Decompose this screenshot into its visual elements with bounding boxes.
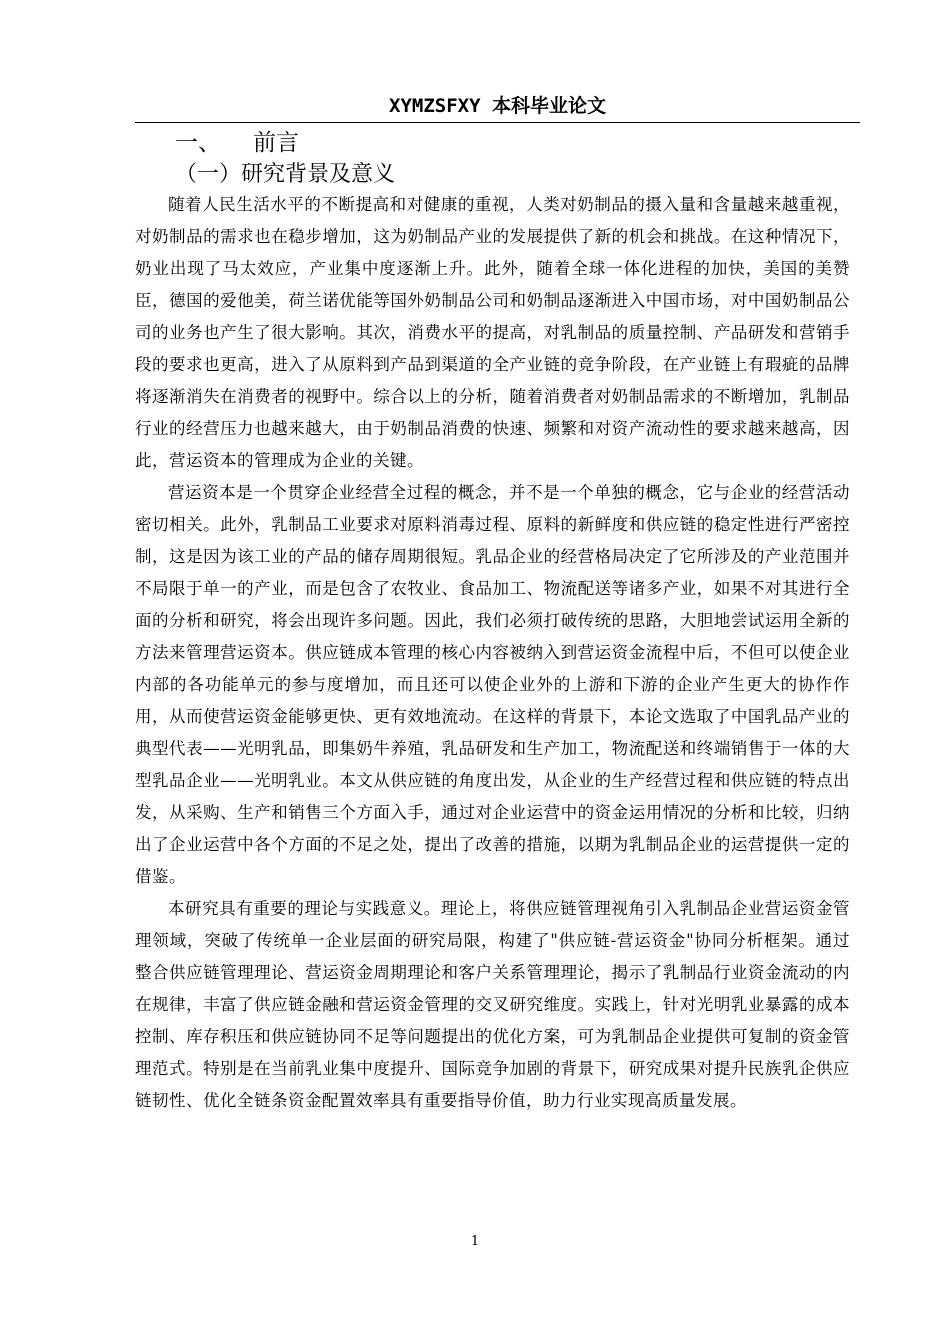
subsection-heading: （一）研究背景及意义	[175, 162, 396, 187]
paragraph-2: 营运资本是一个贯穿企业经营全过程的概念，并不是一个单独的概念，它与企业的经营活动密切相关。此外，乳制品工业要求对原料消毒过程、原料的新鲜度和供应链的稳定性进行严密控制，这是因为该工业的产品的储存周期很短。乳品企业的经营格局决定了它所涉及的产业范围并不局限于单一的产业，而是包含了农牧业、食品加工、物流配送等诸多产业，如果不对其进行全面的分析和研究，将会出现许多问题。因此，我们必须打破传统的思路，大胆地尝试运用全新的方法来管理营运资本。供应链成本管理的核心内容被纳入到营运资金流程中后，不但可以使企业内部的各功能单元的参与度增加，而且还可以使企业外的上游和下游的企业产生更大的协作作用，从而使营运资金能够更快、更有效地流动。在这样的背景下，本论文选取了中国乳品产业的典型代表——光明乳品，即集奶牛养殖，乳品研发和生产加工，物流配送和终端销售于一体的大型乳品企业——光明乳业。本文从供应链的角度出发，从企业的生产经营过程和供应链的特点出发，从采购、生产和销售三个方面入手，通过对企业运营中的资金运用情况的分析和比较，归纳出了企业运营中各个方面的不足之处，提出了改善的措施，以期为乳制品企业的运营提供一定的借鉴。	[135, 483, 850, 886]
page-number: 1	[470, 1234, 480, 1249]
running-header: XYMZSFXY 本科毕业论文	[389, 95, 606, 117]
header-rule	[135, 122, 860, 123]
section-title: 前言	[253, 130, 299, 156]
section-heading	[175, 126, 299, 160]
section-number: 一、	[175, 130, 221, 156]
paragraph-1: 随着人民生活水平的不断提高和对健康的重视，人类对奶制品的摄入量和含量越来越重视，对奶制品的需求也在稳步增加，这为奶制品产业的发展提供了新的机会和挑战。在这种情况下，奶业出现了马太效应，产业集中度逐渐上升。此外，随着全球一体化进程的加快，美国的美赞臣，德国的爱他美，荷兰诺优能等国外奶制品公司和奶制品逐渐进入中国市场，对中国奶制品公司的业务也产生了很大影响。其次，消费水平的提高，对乳制品的质量控制、产品研发和营销手段的要求也更高，进入了从原料到产品到渠道的全产业链的竞争阶段，在产业链上有瑕疵的品牌将逐渐消失在消费者的视野中。综合以上的分析，随着消费者对奶制品需求的不断增加，乳制品行业的经营压力也越来越大，由于奶制品消费的快速、频繁和对资产流动性的要求越来越高，因此，营运资本的管理成为企业的关键。	[135, 195, 850, 470]
paragraph-3: 本研究具有重要的理论与实践意义。理论上，将供应链管理视角引入乳制品企业营运资金管理领域，突破了传统单一企业层面的研究局限，构建了"供应链-营运资金"协同分析框架。通过整合供应链管理理论、营运资金周期理论和客户关系管理理论，揭示了乳制品行业资金流动的内在规律，丰富了供应链金融和营运资金管理的交叉研究维度。实践上，针对光明乳业暴露的成本控制、库存积压和供应链协同不足等问题提出的优化方案，可为乳制品企业提供可复制的资金管理范式。特别是在当前乳业集中度提升、国际竞争加剧的背景下，研究成果对提升民族乳企供应链韧性、优化全链条资金配置效率具有重要指导价值，助力行业实现高质量发展。	[135, 899, 850, 1110]
body-text	[135, 189, 850, 1117]
